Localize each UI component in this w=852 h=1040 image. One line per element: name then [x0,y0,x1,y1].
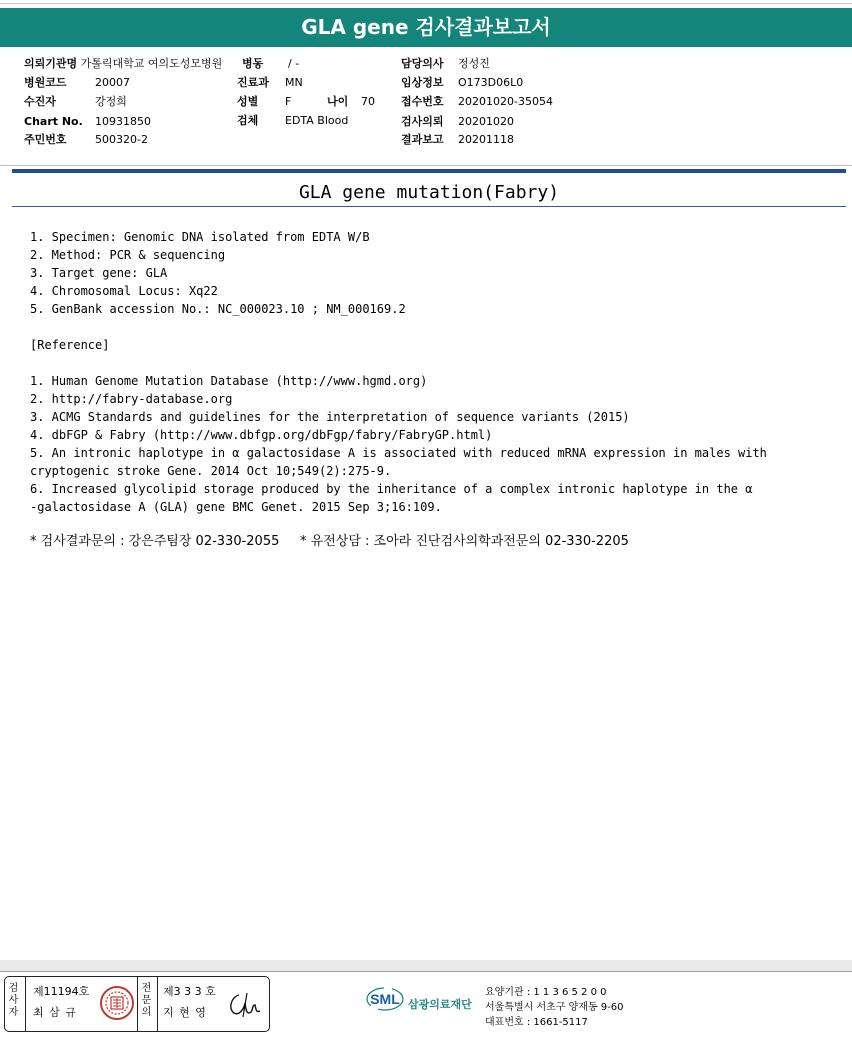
tester-name: 최 삼 규 [33,1006,77,1019]
tester-license: 제11194호 [33,985,90,998]
info-value: 20201020-35054 [458,95,553,108]
header-separator [0,165,852,166]
method-item: 4. Chromosomal Locus: Xq22 [30,284,218,298]
specimen-label: 검체 [237,114,259,127]
reference-item: 2. http://fabry-database.org [30,392,233,406]
reference-item: 1. Human Genome Mutation Database (http://www.hgmd.org) [30,374,428,388]
ward-value: / - [288,57,300,70]
age-label: 나이 [327,95,349,108]
signature-box [4,976,270,1032]
method-item: 2. Method: PCR & sequencing [30,248,226,262]
address-line: 서울특별시 서초구 양재동 9-60 [485,1002,624,1013]
reference-item: 4. dbFGP & Fabry (http://www.dbfgp.org/dbFgp/fabry/FabryGP.html) [30,428,493,442]
info-row [24,134,67,146]
info-value: 10931850 [95,115,151,128]
info-row [24,96,56,108]
reference-item: cryptogenic stroke Gene. 2014 Oct 10;549(2):275-9. [30,464,392,478]
info-label: 수진자 [24,95,56,108]
reference-item: 3. ACMG Standards and guidelines for the interpretation of sequence variants (2015) [30,410,630,424]
specialist-label-text: 전문의 [141,983,152,1018]
logo-text: SML [370,991,400,1007]
info-label: 의뢰기관명 [24,57,78,70]
tester-label [8,983,20,1019]
reference-heading: [Reference] [30,338,110,352]
info-label: 임상정보 [401,76,444,89]
section-title: GLA gene mutation(Fabry) [298,182,560,203]
official-seal-icon [99,985,135,1021]
address-line: 대표번호 : 1661-5117 [485,1017,588,1028]
section-rule-top [12,169,846,173]
reference-item: 6. Increased glycolipid storage produced by the inheritance of a complex intronic haplotype in the α [30,482,753,496]
sex-value: F [285,95,292,108]
section-rule-bottom [12,206,846,207]
info-value: 20201118 [458,133,514,146]
reference-item: 5. An intronic haplotype in α galactosidase A is associated with reduced mRNA expression in males with [30,446,767,460]
specialist-label [141,983,153,1019]
contact-info: * 검사결과문의 : 강은주팀장 02-330-2055 * 유전상담 : 조아라 진단검사의학과전문의 02-330-2205 [30,534,629,549]
footer-band [0,960,852,971]
specimen-value: EDTA Blood [285,114,349,127]
info-row [24,58,222,70]
top-border-line [0,3,852,4]
footer-line [0,971,852,972]
method-item: 1. Specimen: Genomic DNA isolated from EDTA W/B [30,230,370,244]
organization-address [485,985,624,1030]
info-value: 가톨릭대학교 여의도성모병원 [80,57,223,70]
divider [137,977,138,1031]
specialist-license: 제3 3 3 호 [163,985,216,998]
organization-name: 삼광의료재단 [408,998,472,1011]
specialist-name: 지 현 영 [163,1006,207,1019]
info-row [24,77,67,89]
info-value: 정성진 [458,57,490,70]
info-value: 500320-2 [95,133,148,146]
info-value: 20007 [95,76,130,89]
dept-value: MN [285,76,303,89]
info-label: 주민번호 [24,133,67,146]
address-line: 요양기관 : 1 1 3 6 5 2 0 0 [485,987,607,998]
sml-logo-icon [366,986,404,1012]
info-row [24,116,83,128]
info-label: Chart No. [24,115,83,128]
info-label: 결과보고 [401,133,444,146]
divider [157,977,158,1031]
info-label: 병원코드 [24,76,67,89]
info-label: 검사의뢰 [401,115,444,128]
sex-label: 성별 [237,95,259,108]
info-label: 담당의사 [401,57,444,70]
divider [25,977,26,1031]
age-value: 70 [361,95,375,108]
method-item: 3. Target gene: GLA [30,266,168,280]
tester-label-text: 검사자 [8,983,19,1018]
info-value: 강정희 [95,95,127,108]
info-value: O173D06L0 [458,76,524,89]
info-value: 20201020 [458,115,514,128]
ward-label: 병동 [242,57,264,70]
method-item: 5. GenBank accession No.: NC_000023.10 ; NM_000169.2 [30,302,406,316]
signature-icon [225,987,263,1021]
report-title: GLA gene 검사결과보고서 [0,8,852,47]
dept-label: 진료과 [237,76,269,89]
reference-item: -galactosidase A (GLA) gene BMC Genet. 2015 Sep 3;16:109. [30,500,442,514]
info-label: 접수번호 [401,95,444,108]
